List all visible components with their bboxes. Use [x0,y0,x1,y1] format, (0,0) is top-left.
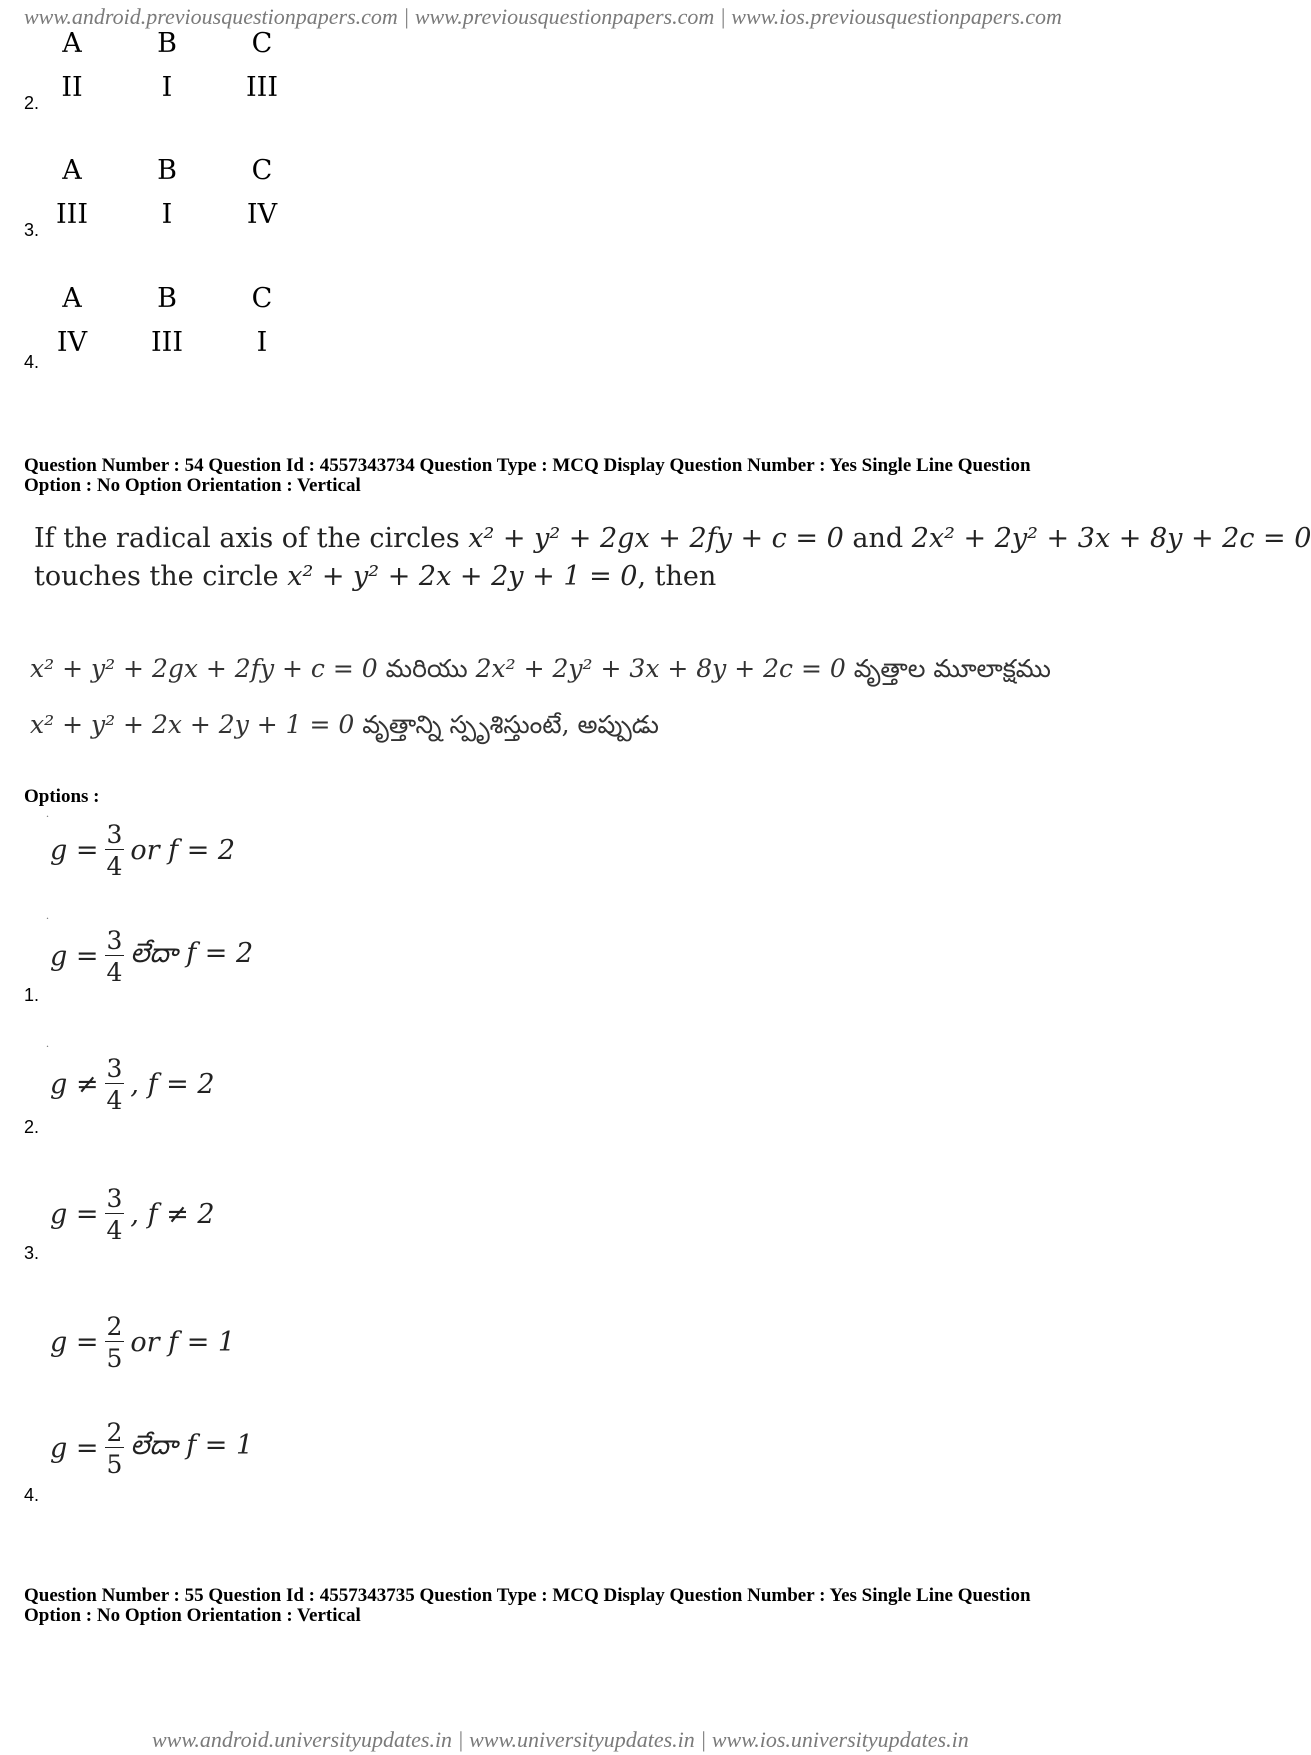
option-number: 3. [24,220,40,240]
grid-val-a: IV [56,327,88,358]
option-lhs: g = [50,1327,99,1358]
question-54-meta [24,456,1214,496]
equation-circle-1: x² + y² + 2gx + 2fy + c = 0 [468,523,844,554]
fraction-denominator: 5 [106,1344,123,1373]
options-label: Options : [24,786,100,807]
fraction-numerator: 3 [106,1184,123,1213]
fraction-numerator: 3 [106,820,123,849]
fraction-denominator: 4 [106,1086,123,1115]
equation-circle-2: 2x² + 2y² + 3x + 8y + 2c = 0 [911,523,1311,554]
grid-col-c: C [251,155,273,186]
telugu-text: వృత్తాల మూలాక్షము [845,654,1051,683]
fraction [105,1314,125,1371]
grid-val-b: I [161,199,173,230]
grid-col-a: A [62,28,82,59]
fraction [105,1056,125,1113]
grid-val-c: III [246,72,278,103]
question-meta-line: Question Number : 54 Question Id : 4557343734 Question Type : MCQ Display Question Number : Yes Single Line Question [24,455,1031,476]
equation-touch-circle: x² + y² + 2x + 2y + 1 = 0 [30,710,355,739]
option-4-english [50,1314,235,1371]
option-rest: లేదా f = 1 [130,1429,254,1461]
telugu-text: వృత్తాన్ని స్పృశిస్తుంటే, అప్పుడు [354,710,659,739]
option-rest: or f = 1 [130,1327,236,1358]
and-word: and [843,523,912,554]
question-meta-line: Question Number : 55 Question Id : 4557343735 Question Type : MCQ Display Question Number : Yes Single Line Question [24,1585,1031,1606]
option-3-english [50,1186,215,1243]
fraction [105,928,125,985]
option-rest: or f = 2 [130,835,236,866]
scan-dot: . [46,908,49,922]
fraction-numerator: 3 [106,926,123,955]
option-rest: , f = 2 [130,1069,215,1100]
option-rest: లేదా f = 2 [130,937,254,969]
option-grid-4 [52,283,312,358]
equation-circle-1: x² + y² + 2gx + 2fy + c = 0 [30,654,378,683]
question-meta-line: Option : No Option Orientation : Vertical [24,1605,361,1626]
option-4-telugu [50,1420,253,1477]
option-1-english [50,822,235,879]
fraction [105,822,125,879]
grid-val-b: III [151,327,183,358]
option-grid-2 [52,28,312,103]
question-text: touches the circle [34,561,288,592]
question-text: If the radical axis of the circles [34,523,469,554]
question-54-text-line2 [34,558,716,596]
fraction [105,1420,125,1477]
option-lhs: g = [50,941,99,972]
fraction-denominator: 4 [106,958,123,987]
question-meta-line: Option : No Option Orientation : Vertical [24,475,361,496]
equation-circle-2: 2x² + 2y² + 3x + 8y + 2c = 0 [475,654,846,683]
grid-col-a: A [62,155,82,186]
grid-col-c: C [251,283,273,314]
scan-dot: . [46,806,49,820]
option-number: 1. [24,985,40,1005]
grid-col-b: B [157,283,177,314]
scan-dot: . [46,1036,49,1050]
fraction-denominator: 4 [106,852,123,881]
option-number: 2. [24,93,40,113]
grid-val-a: II [61,72,83,103]
question-55-meta [24,1586,1214,1626]
grid-val-a: III [56,199,88,230]
option-lhs: g = [50,1433,99,1464]
question-54-telugu-line1 [30,654,1051,690]
option-number: 2. [24,1117,40,1137]
telugu-text: మరియు [377,654,476,683]
fraction-numerator: 3 [106,1054,123,1083]
option-grid-3 [52,155,312,230]
grid-val-c: IV [246,199,278,230]
grid-col-c: C [251,28,273,59]
option-lhs: g ≠ [50,1069,99,1100]
fraction-numerator: 2 [106,1312,123,1341]
option-lhs: g = [50,1199,99,1230]
grid-val-b: I [161,72,173,103]
option-number: 4. [24,1485,40,1505]
option-number: 3. [24,1243,40,1263]
option-1-telugu [50,928,253,985]
option-2-english [50,1056,215,1113]
fraction-numerator: 2 [106,1418,123,1447]
question-text: , then [637,561,717,592]
grid-col-a: A [62,283,82,314]
fraction-denominator: 5 [106,1450,123,1479]
option-rest: , f ≠ 2 [130,1199,215,1230]
fraction [105,1186,125,1243]
fraction-denominator: 4 [106,1216,123,1245]
grid-val-c: I [256,327,268,358]
footer-url-watermark: www.android.universityupdates.in | www.universityupdates.in | www.ios.universityupdates.in [152,1727,969,1752]
equation-touch-circle: x² + y² + 2x + 2y + 1 = 0 [287,561,638,592]
grid-col-b: B [157,28,177,59]
grid-col-b: B [157,155,177,186]
option-lhs: g = [50,835,99,866]
header-url-watermark: www.android.previousquestionpapers.com | www.previousquestionpapers.com | www.ios.previousquestionpapers.com [24,4,1062,29]
question-54-telugu-line2 [30,710,659,746]
question-54-text-line1 [34,520,1311,558]
option-number: 4. [24,352,40,372]
